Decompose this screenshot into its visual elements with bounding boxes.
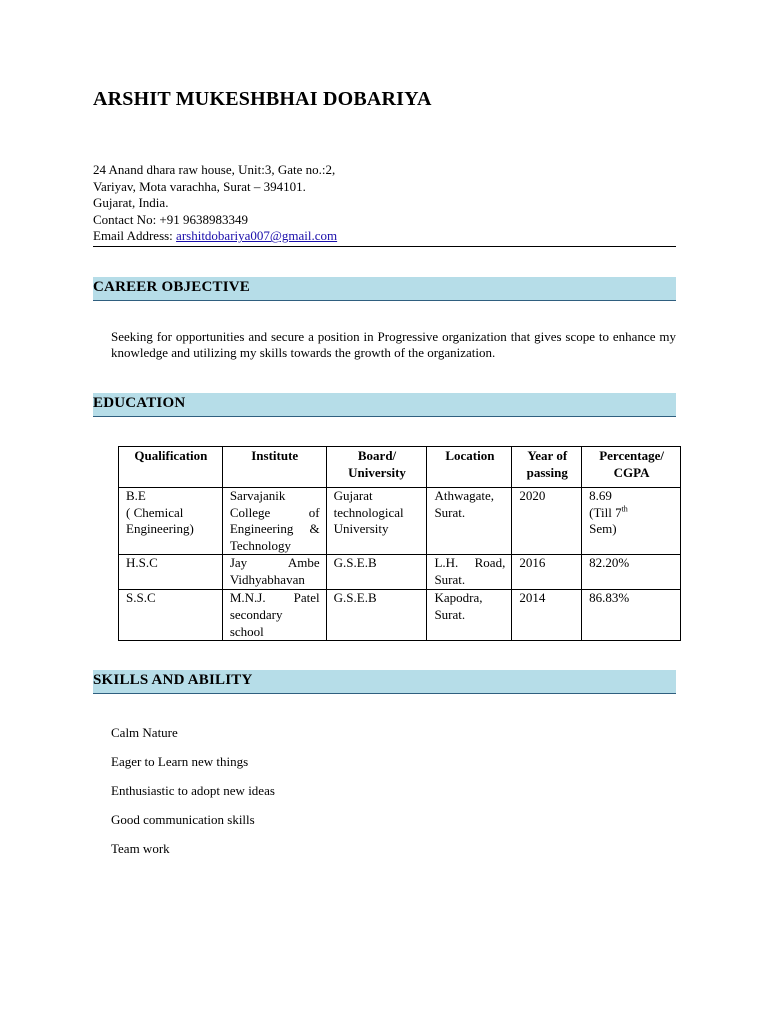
skills-heading-bar <box>93 670 676 694</box>
skills-list <box>111 725 275 870</box>
skills-heading: SKILLS AND ABILITY <box>93 672 253 688</box>
career-objective-heading-bar <box>93 277 676 301</box>
cell-year: 2020 <box>512 488 582 555</box>
header-percentage-line: CGPA <box>613 464 650 480</box>
table-row <box>119 488 681 555</box>
cell-line: Surat. <box>434 504 466 520</box>
cell-year: 2016 <box>512 555 582 590</box>
header-year-line: Year of <box>527 448 568 463</box>
cell-line: Engineering & <box>229 521 320 537</box>
cell-institute <box>222 555 326 590</box>
cell-board: G.S.E.B <box>326 555 427 590</box>
list-item: Team work <box>111 841 170 856</box>
list-item: Eager to Learn new things <box>111 754 249 769</box>
contact-block <box>93 162 683 245</box>
address-line-3: Gujarat, India. <box>93 195 169 211</box>
cell-line: B.E <box>126 488 146 503</box>
cell-line: school <box>229 623 264 639</box>
email-label: Email Address: <box>93 228 177 244</box>
header-institute: Institute <box>222 447 326 488</box>
cell-line: secondary <box>229 606 283 622</box>
cell-location <box>427 590 512 641</box>
cell-line: Engineering) <box>126 521 194 537</box>
header-qualification: Qualification <box>119 447 223 488</box>
contact-number: Contact No: +91 9638983349 <box>93 211 249 227</box>
cell-institute <box>222 488 326 555</box>
cell-line: Technology <box>229 537 291 553</box>
cell-board <box>326 488 427 555</box>
education-table <box>118 446 681 641</box>
cell-line: Surat. <box>434 606 466 622</box>
cell-line: Jay Ambe <box>229 555 320 571</box>
header-percentage <box>582 447 681 488</box>
list-item: Calm Nature <box>111 725 178 740</box>
address-line-1: 24 Anand dhara raw house, Unit:3, Gate no.:2, <box>93 162 336 177</box>
email-link[interactable]: arshitdobariya007@gmail.com <box>176 228 338 244</box>
cell-line: College of <box>229 504 320 520</box>
cell-text: (Till 7 <box>589 504 622 520</box>
cell-year: 2014 <box>512 590 582 641</box>
cell-percentage: 86.83% <box>582 590 681 641</box>
cell-line: Surat. <box>434 571 466 587</box>
cell-line: technological <box>333 504 404 520</box>
cell-line: Sarvajanik <box>229 488 286 503</box>
career-objective-text: Seeking for opportunities and secure a position in Progressive organization that gives scope to enhance my knowledge and utilizing my skills towards the growth of the organization. <box>111 329 676 361</box>
table-row <box>119 590 681 641</box>
education-heading: EDUCATION <box>93 395 186 411</box>
cell-line: Athwagate, <box>434 488 495 503</box>
header-year <box>512 447 582 488</box>
header-year-line: passing <box>526 464 568 480</box>
cell-line: Sem) <box>589 521 617 537</box>
header-board-line: University <box>348 464 406 480</box>
candidate-name: ARSHIT MUKESHBHAI DOBARIYA <box>93 88 432 110</box>
cell-institute <box>222 590 326 641</box>
cell-line: ( Chemical <box>126 504 184 520</box>
cell-line <box>589 505 674 522</box>
cell-line: Kapodra, <box>434 590 483 606</box>
superscript: th <box>621 504 628 514</box>
cell-percentage: 82.20% <box>582 555 681 590</box>
address-line-2: Variyav, Mota varachha, Surat – 394101. <box>93 178 306 194</box>
cell-location <box>427 488 512 555</box>
header-divider <box>93 246 676 247</box>
career-objective-heading: CAREER OBJECTIVE <box>93 279 250 295</box>
education-heading-bar <box>93 393 676 417</box>
cell-line: Vidhyabhavan <box>229 571 305 587</box>
cell-line: L.H. Road, <box>434 555 506 571</box>
cell-line: Gujarat <box>333 488 373 503</box>
header-board-line: Board/ <box>357 448 397 463</box>
cell-qualification <box>119 488 223 555</box>
email-line <box>93 228 683 245</box>
header-location: Location <box>427 447 512 488</box>
header-percentage-line: Percentage/ <box>599 448 664 463</box>
list-item: Good communication skills <box>111 812 255 827</box>
list-item: Enthusiastic to adopt new ideas <box>111 783 275 798</box>
cell-line: University <box>333 521 389 537</box>
cell-line: 8.69 <box>589 488 612 503</box>
cell-qualification: H.S.C <box>119 555 223 590</box>
table-header-row <box>119 447 681 488</box>
cell-location <box>427 555 512 590</box>
cell-line: M.N.J. Patel <box>229 590 320 606</box>
header-board <box>326 447 427 488</box>
cell-percentage <box>582 488 681 555</box>
cell-board: G.S.E.B <box>326 590 427 641</box>
table-row <box>119 555 681 590</box>
cell-qualification: S.S.C <box>119 590 223 641</box>
